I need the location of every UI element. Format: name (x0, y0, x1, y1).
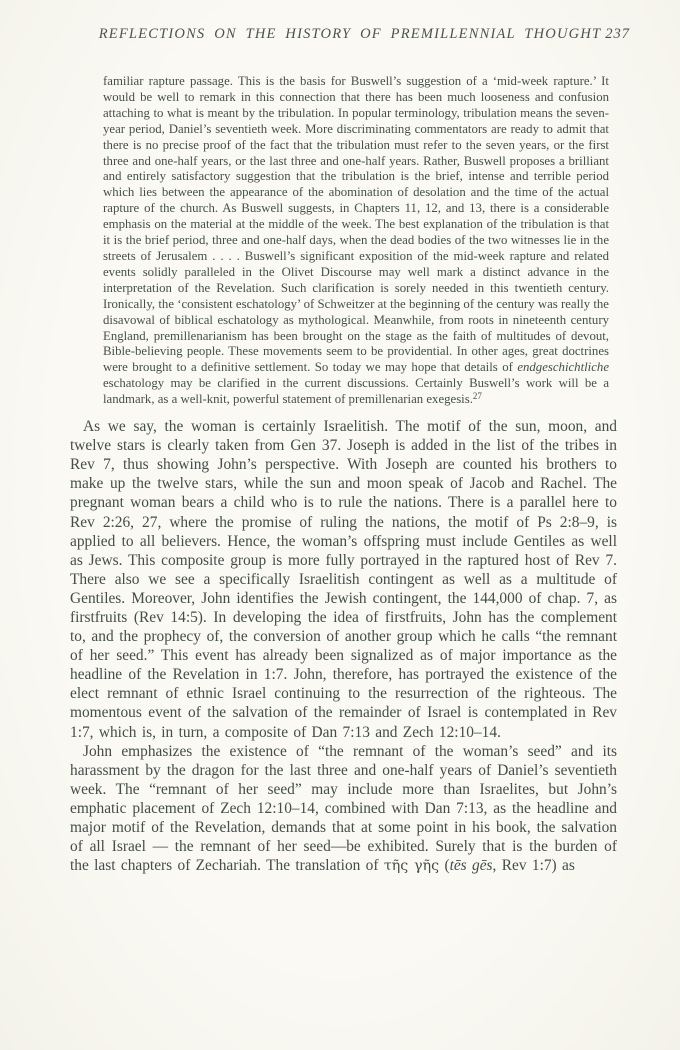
greek-phrase: τῆς γῆς (383, 858, 440, 875)
body-paragraph-1: As we say, the woman is certainly Israelitish. The motif of the sun, moon, and twelve stars is clearly taken from Gen 37. Joseph is added in the list of the tribes in Rev 7, thus showing John’s perspective. With Joseph are counted his brothers to make up the twelve stars, while the sun and moon speak of Jacob and Rachel. The pregnant woman bears a child who is to rule the nations. There is a parallel here to Rev 2:26, 27, where the promise of ruling the nations, the motif of Ps 2:8–9, is applied to all believers. Hence, the woman’s offspring must include Gentiles as well as Jews. This composite group is more fully portrayed in the raptured host of Rev 7. There also we see a specifically Israelitish contingent as well as a multitude of Gentiles. Moreover, John identifies the Jewish contingent, the 144,000 of chap. 7, as firstfruits (Rev 14:5). In developing the idea of firstfruits, John has the complement to, and the prophecy of, the conversion of another group which he calls “the remnant of her seed.” This event has already been signalized as of major importance as the headline of the Revelation in 1:7. John, therefore, has portrayed the existence of the elect remnant of ethnic Israel continuing to the resurrection of the righteous. The momentous event of the salvation of the remainder of Israel is contemplated in Rev 1:7, which is, in turn, a composite of Dan 7:13 and Zech 12:10–14. (70, 418, 617, 741)
page-number: 237 (605, 26, 630, 42)
body-paragraph-2 (70, 742, 617, 877)
running-header (70, 26, 630, 43)
quote-italic-term: endgeschichtliche (517, 360, 609, 375)
paragraph-text: ( (439, 857, 450, 875)
paragraph-text: , Rev 1:7) as (492, 857, 575, 875)
transliteration: tēs gēs (449, 857, 493, 875)
block-quote (103, 74, 609, 408)
running-header-title: REFLECTIONS ON THE HISTORY OF PREMILLENNIAL THOUGHT (98, 26, 602, 42)
quote-text: familiar rapture passage. This is the basis for Buswell’s suggestion of a ‘mid-week rapture.’ It would be well to remark in this connection that there has been much looseness and confusion attaching to what is meant by the tribulation. In popular terminology, tribulation means the seven-year period, Daniel’s seventieth week. More discriminating commentators are ready to admit that there is no precise proof of the fact that the tribulation must refer to the seven years, or the first three and one-half years, or the last three and one-half years. Rather, Buswell proposes a brilliant and entirely satisfactory suggestion that the tribulation is the brief, intense and terrible period which lies between the appearance of the abomination of desolation and the time of the actual rapture of the church. As Buswell suggests, in Chapters 11, 12, and 13, there is a considerable emphasis on the material at the middle of the week. The best explanation of the tribulation is that it is the brief period, three and one-half days, when the dead bodies of the two witnesses lie in the streets of Jerusalem . . . . Buswell’s significant exposition of the mid-week rapture and related events solidly paralleled in the Olivet Discourse may well mark a distinct advance in the interpretation of the Revelation. Such clarification is sorely needed in this twentieth century. Ironically, the ‘consistent eschatology’ of Schweitzer at the beginning of the century was really the disavowal of biblical eschatology as mythological. Meanwhile, from roots in nineteenth century England, premillenarianism has been brought on the stage as the faith of multitudes of devout, Bible-believing people. These movements seem to be providential. In other ages, great doctrines were brought to a definitive settlement. So today we may hope that details of (103, 74, 609, 375)
quote-text-continued: eschatology may be clarified in the current discussions. Certainly Buswell’s work will be a landmark, as a well-knit, powerful statement of premillenarian exegesis. (103, 376, 609, 407)
paragraph-text: John emphasizes the existence of “the remnant of the woman’s seed” and its harassment by the dragon for the last three and one-half years of Daniel’s seventieth week. The “remnant of her seed” may include more than Israelites, but John’s emphatic placement of Zech 12:10–14, combined with Dan 7:13, as the headline and major motif of the Revelation, demands that at some point in his book, the salvation of all Israel — the remnant of her seed—be exhibited. Surely that is the burden of the last chapters of Zechariah. The translation of (70, 742, 617, 875)
footnote-reference: 27 (472, 391, 482, 402)
text-column (70, 74, 617, 876)
